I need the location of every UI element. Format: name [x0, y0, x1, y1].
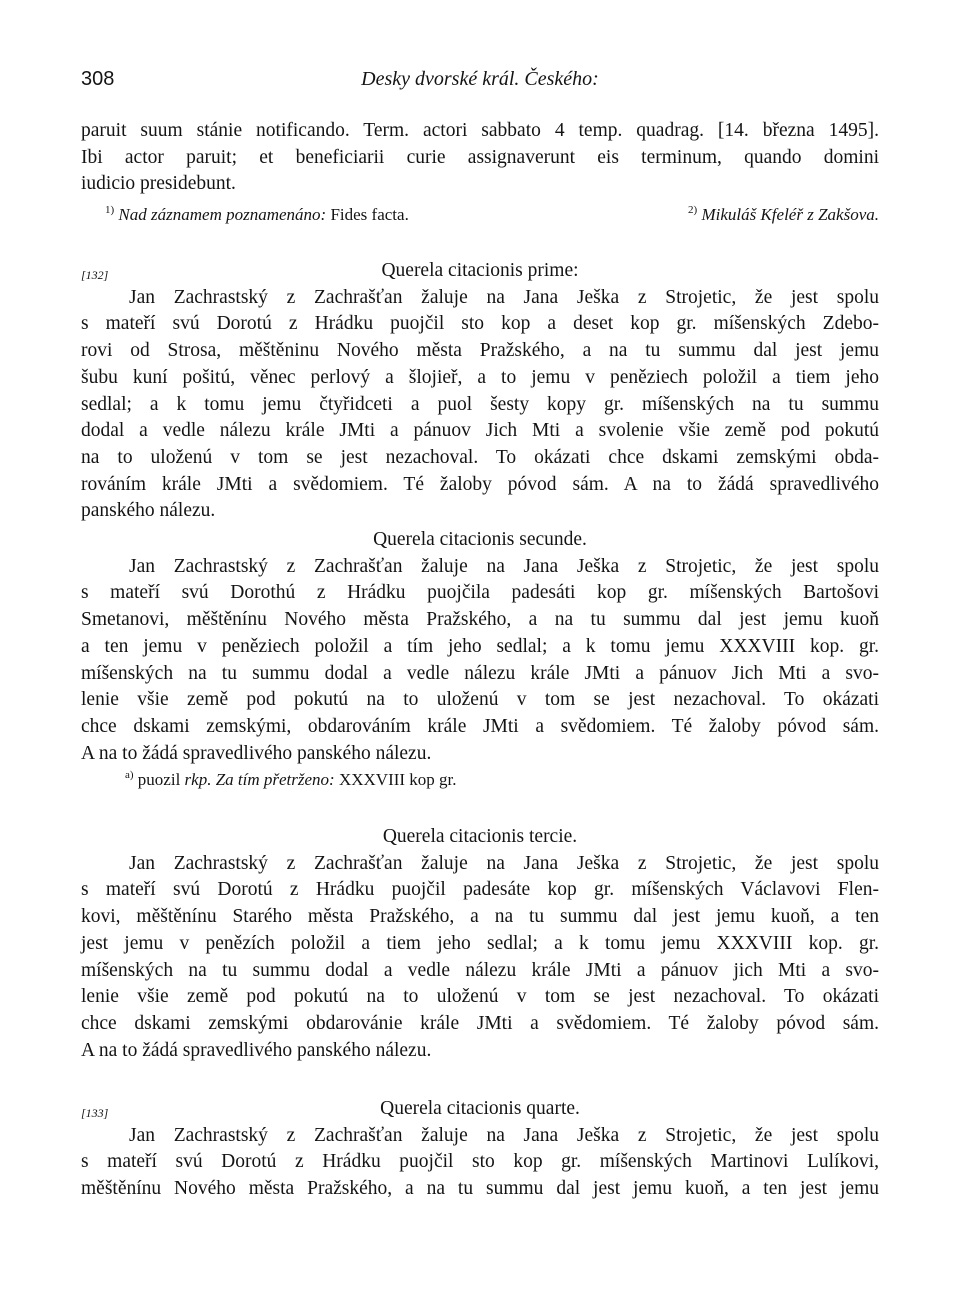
section-quarte: [81, 1096, 879, 1203]
apparatus-note: $^{a)}$ puozil rkp. Za tím přetrženo: XXXVIII kop gr.: [125, 769, 457, 790]
text-line: na to uloženú v tom se jest nezachoval. To okázati chce dskami zemskými obda-: [81, 446, 879, 468]
page-header: [81, 68, 879, 92]
text-line: Jan Zachrastský z Zachrašťan žaluje na Jana Ješka z Strojetic, že jest spolu: [129, 1124, 879, 1146]
running-title: Desky dvorské král. Českého:: [361, 68, 599, 90]
text-line: a ten jemu v peněziech položil a tím jeho sedlal; a k tomu jemu XXXVIII kop. gr.: [81, 635, 879, 657]
text-line: měštěnínu Nového města Pražského, a na tu summu dal jest jemu kuoň, a ten jest jemu: [81, 1178, 879, 1200]
text-line: rováním krále JMti a svědomiem. Té žaloby póvod sám. A na to žádá spravedlivého: [81, 473, 879, 495]
text-line: s mateří svú Dorotú z Hrádku puojčil sto kop a deset kop gr. míšenských Zdebo-: [81, 313, 879, 335]
section-tercie: [81, 824, 879, 1064]
text-line: chce dskami zemskými obdarovánie krále JMti a svědomiem. Té žaloby póvod sám.: [81, 1012, 879, 1034]
text-line: A na to žádá spravedlivého panského nálezu.: [81, 1039, 432, 1061]
text-line: dodal a vedle nálezu krále JMti a pánuov Jich Mti a svolenie všie země pod pokutú: [81, 420, 879, 442]
page-number: 308: [81, 68, 115, 90]
text-line: šubu kuní pošitú, věnec perlový a šlojieř, a to jemu v peněziech položil a tiem jeho: [81, 366, 879, 388]
text-line: míšenských na tu summu dodal a vedle nálezu krále JMti a pánuov Jich Mti a svo-: [81, 662, 879, 684]
text-line: panského nálezu.: [81, 500, 216, 522]
text-line: rovi od Strosa, měštěninu Nového města Pražského, a na tu summu dal jest jemu: [81, 340, 879, 362]
text-line: paruit suum stánie notificando. Term. actori sabbato 4 temp. quadrag. [14. března 1495].: [81, 120, 879, 141]
text-line: lenie všie země pod pokutú na to uloženú v tom se jest nezachoval. To okázati: [81, 689, 879, 711]
text-line: s mateří svú Dorotú z Hrádku puojčil padesáte kop gr. míšenských Václavovi Flen-: [81, 879, 879, 901]
margin-reference: [132]: [81, 268, 109, 282]
intro-paragraph: [81, 118, 879, 226]
section-heading: Querela citacionis quarte.: [380, 1098, 580, 1119]
text-line: Smetanovi, měštěnínu Nového města Pražského, a na tu summu dal jest jemu kuoň: [81, 609, 879, 631]
text-line: s mateří svú Dorothú z Hrádku puojčila padesáti kop gr. míšenských Bartošovi: [81, 582, 879, 604]
section-heading: Querela citacionis prime:: [381, 260, 579, 281]
text-line: chce dskami zemskými, obdarováním krále JMti a svědomiem. Té žaloby póvod sám.: [81, 715, 879, 737]
text-line: míšenských na tu summu dodal a vedle nálezu krále JMti a pánuov jich Mti a svo-: [81, 959, 879, 981]
text-line: iudicio presidebunt.: [81, 173, 236, 195]
text-line: kovi, měštěnínu Starého města Pražského, a na tu summu dal jest jemu kuoň, a ten: [81, 906, 879, 928]
text-line: Jan Zachrastský z Zachrašťan žaluje na Jana Ješka z Strojetic, že jest spolu: [129, 555, 879, 577]
footnotes-line: [81, 204, 879, 226]
text-line: s mateří svú Dorotú z Hrádku puojčil sto kop gr. míšenských Martinovi Lulíkovi,: [81, 1151, 879, 1173]
margin-reference: [133]: [81, 1106, 109, 1120]
text-line: Jan Zachrastský z Zachrašťan žaluje na Jana Ješka z Strojetic, že jest spolu: [129, 286, 879, 308]
text-line: Jan Zachrastský z Zachrašťan žaluje na Jana Ješka z Strojetic, že jest spolu: [129, 852, 879, 874]
text-line: jest jemu v penězích položil a tiem jeho sedlal; a k tomu jemu XXXVIII kop. gr.: [81, 932, 879, 954]
section-secunde: [81, 527, 879, 791]
text-line: lenie všie země pod pokutú na to uloženú v tom se jest nezachoval. To okázati: [81, 986, 879, 1008]
footnote-2: $^{2)}$ Mikuláš Kfeléř z Zakšova.: [688, 204, 879, 225]
section-heading: Querela citacionis secunde.: [373, 529, 587, 550]
text-line: Ibi actor paruit; et beneficiarii curie assignaverunt eis terminum, quando domini: [81, 146, 879, 168]
section-prime: [81, 258, 879, 525]
section-heading: Querela citacionis tercie.: [382, 826, 578, 847]
footnote-1: $^{1)}$ Nad záznamem poznamenáno: Fides facta.: [105, 204, 409, 225]
text-line: A na to žádá spravedlivého panského nálezu.: [81, 742, 432, 764]
text-line: sedlal; a k tomu jemu čtyřidceti a puol šesty kopy gr. míšenských na tu summu: [81, 393, 879, 415]
